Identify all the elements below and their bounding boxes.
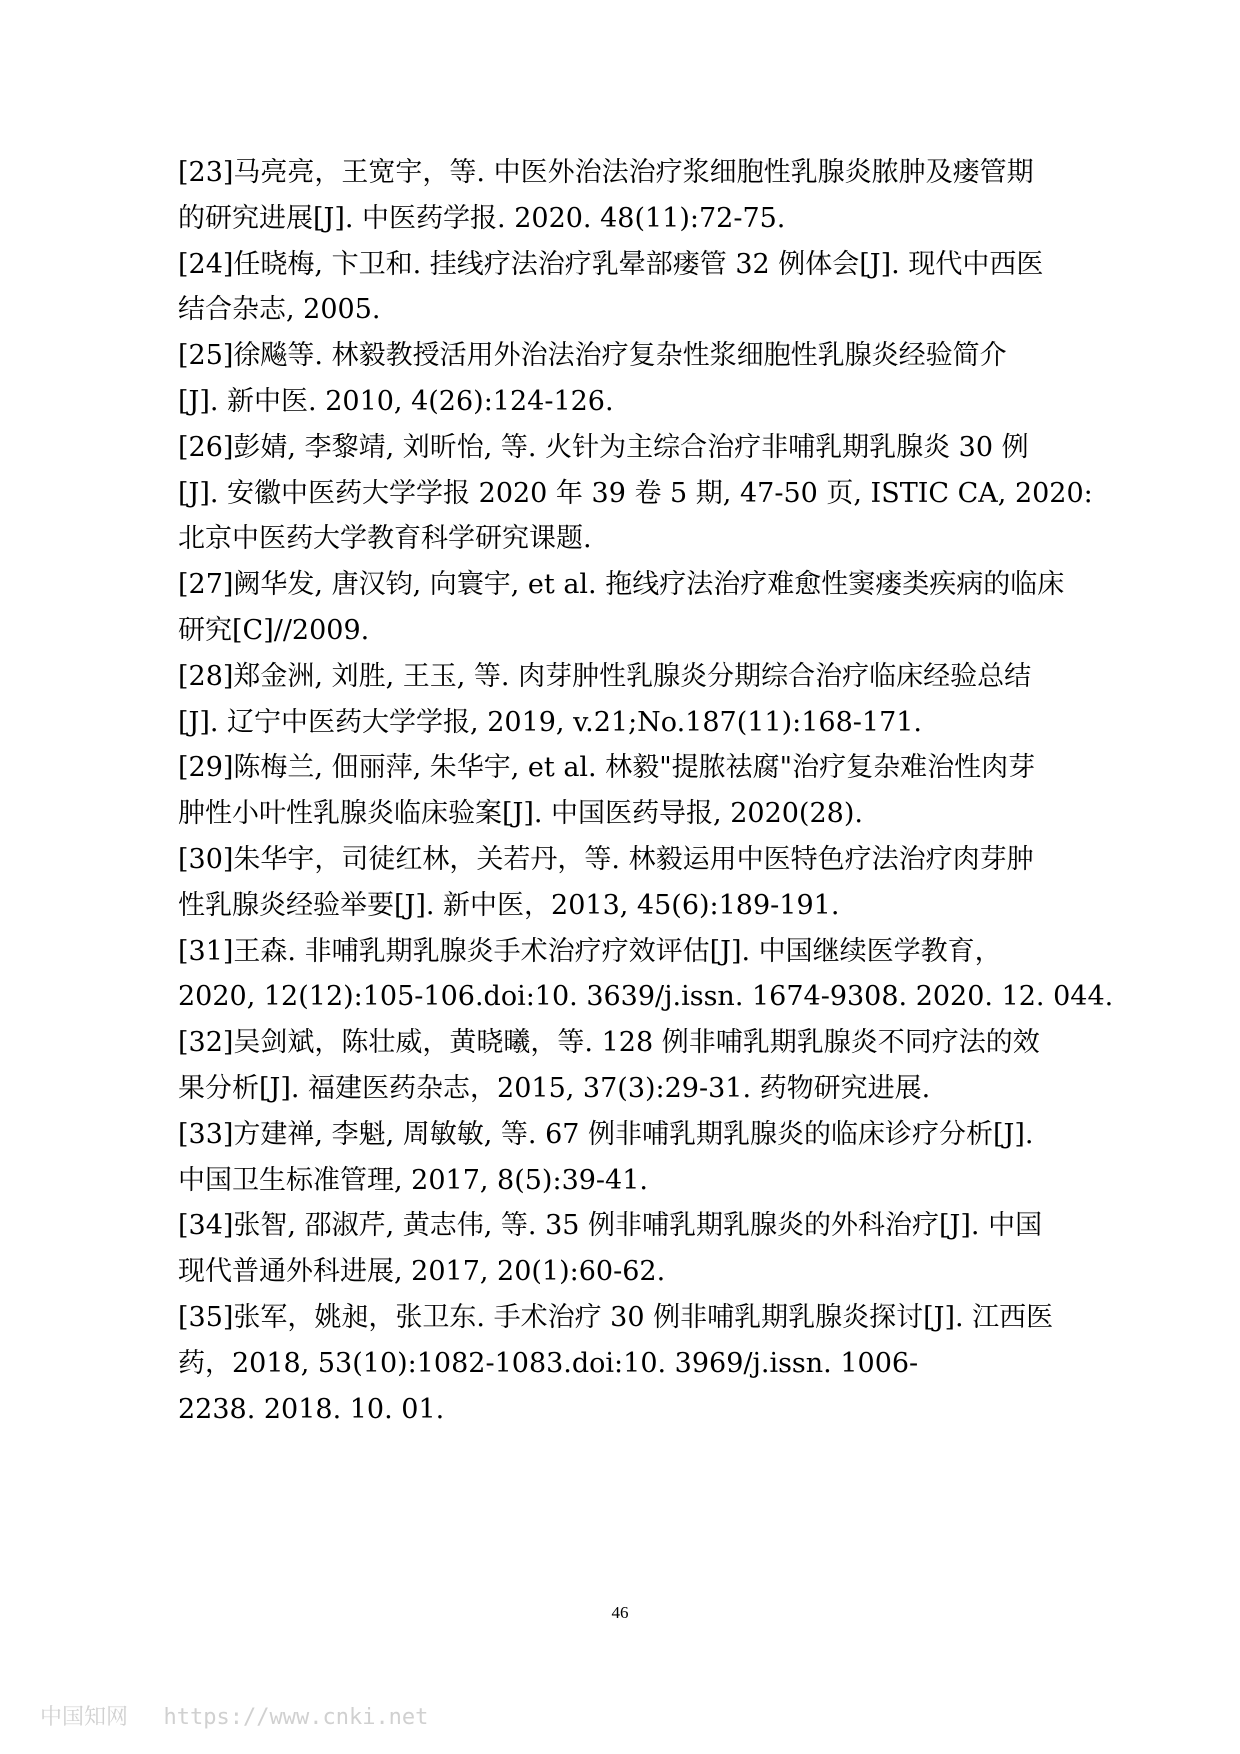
reference-continuation: [J]. 安徽中医药大学学报 2020 年 39 卷 5 期, 47-50 页, ISTIC CA, 2020:: [178, 477, 1093, 509]
reference-continuation: 现代普通外科进展, 2017, 20(1):60-62.: [178, 1256, 666, 1288]
reference-continuation: [J]. 辽宁中医药大学学报, 2019, v.21;No.187(11):168-171.: [178, 706, 923, 738]
reference-entry: [30]朱华宇，司徒红林，关若丹，等. 林毅运用中医特色疗法治疗肉芽肿: [178, 844, 1034, 875]
reference-continuation: 2020, 12(12):105-106.doi:10. 3639/j.issn. 1674-9308. 2020. 12. 044.: [178, 981, 1114, 1013]
reference-continuation: [J]. 新中医. 2010, 4(26):124-126.: [178, 386, 614, 417]
reference-continuation: 结合杂志, 2005.: [178, 294, 381, 326]
reference-entry: [32]吴剑斌，陈壮威，黄晓曦，等. 128 例非哺乳期乳腺炎不同疗法的效: [178, 1027, 1040, 1059]
reference-continuation: 肿性小叶性乳腺炎临床验案[J]. 中国医药导报, 2020(28).: [178, 798, 863, 830]
reference-continuation: 药，2018, 53(10):1082-1083.doi:10. 3969/j.issn. 1006-: [178, 1347, 919, 1379]
reference-entry: [25]徐飚等. 林毅教授活用外治法治疗复杂性浆细胞性乳腺炎经验简介: [178, 340, 1007, 372]
reference-entry: [31]王森. 非哺乳期乳腺炎手术治疗疗效评估[J]. 中国继续医学教育，: [178, 935, 1002, 967]
reference-continuation: 果分析[J]. 福建医药杂志，2015, 37(3):29-31. 药物研究进展.: [178, 1073, 931, 1104]
reference-entry: [33]方建禅, 李魁, 周敏敏, 等. 67 例非哺乳期乳腺炎的临床诊疗分析[J].: [178, 1118, 1034, 1150]
reference-continuation: 的研究进展[J]. 中医药学报. 2020. 48(11):72-75.: [178, 202, 786, 234]
reference-continuation: 北京中医药大学教育科学研究课题.: [178, 523, 592, 555]
reference-entry: [29]陈梅兰, 佃丽萍, 朱华宇, et al. 林毅"提脓祛腐"治疗复杂难治性肉芽: [178, 752, 1036, 784]
reference-entry: [35]张军，姚昶，张卫东. 手术治疗 30 例非哺乳期乳腺炎探讨[J]. 江西医: [178, 1302, 1054, 1333]
watermark-brand: 中国知网: [40, 1705, 129, 1730]
reference-entry: [34]张智, 邵淑芹, 黄志伟, 等. 35 例非哺乳期乳腺炎的外科治疗[J]. 中国: [178, 1210, 1043, 1242]
reference-entry: [26]彭婧, 李黎靖, 刘昕怡, 等. 火针为主综合治疗非哺乳期乳腺炎 30 例: [178, 431, 1029, 463]
reference-entry: [24]任晓梅, 卞卫和. 挂线疗法治疗乳晕部瘘管 32 例体会[J]. 现代中西医: [178, 248, 1044, 280]
reference-entry: [28]郑金洲, 刘胜, 王玉, 等. 肉芽肿性乳腺炎分期综合治疗临床经验总结: [178, 660, 1032, 692]
cnki-watermark: [40, 1700, 428, 1731]
watermark-url: https://www.cnki.net: [163, 1705, 429, 1730]
reference-continuation: 2238. 2018. 10. 01.: [178, 1393, 445, 1425]
reference-continuation: 性乳腺炎经验举要[J]. 新中医，2013, 45(6):189-191.: [178, 889, 840, 921]
reference-entry: [27]阙华发, 唐汉钧, 向寰宇, et al. 拖线疗法治疗难愈性窦瘘类疾病的临床: [178, 569, 1065, 601]
page-number: 46: [611, 1603, 629, 1622]
reference-continuation: 中国卫生标准管理, 2017, 8(5):39-41.: [178, 1164, 648, 1196]
reference-continuation: 研究[C]//2009.: [178, 615, 370, 646]
reference-entry: [23]马亮亮，王宽宇，等. 中医外治法治疗浆细胞性乳腺炎脓肿及瘘管期: [178, 157, 1034, 188]
